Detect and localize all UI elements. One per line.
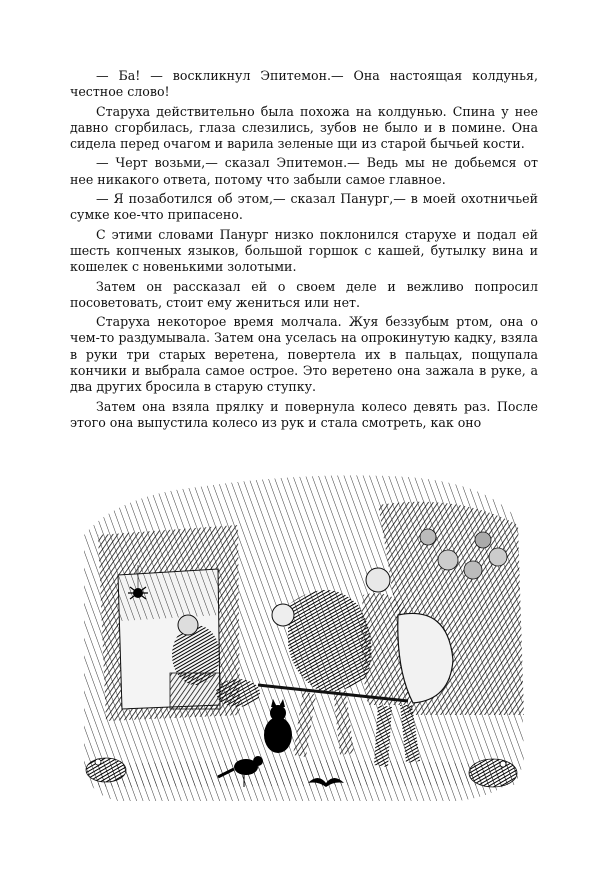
paragraph: — Ба! — воскликнул Эпитемон.— Она настоящая колдунья, честное слово!	[70, 68, 538, 100]
paragraph: Старуха некоторое время молчала. Жуя беззубым ртом, она о чем-то раздумывала. Затем она уселась на опрокинутую кадку, взяла в руки три старых веретена, повертела их в пальцах, пощупала кончики и выбрала самое острое. Это веретено она зажала в руке, а два других бросила в старую ступку.	[70, 314, 538, 395]
paragraph: — Я позаботился об этом,— сказал Панург,— в моей охотничьей сумке кое-что припасено.	[70, 191, 538, 223]
paragraph: С этими словами Панург низко поклонился старухе и подал ей шесть копченых языков, большой горшок с кашей, бутылку вина и кошелек с новенькими золотыми.	[70, 226, 538, 275]
toad-left-icon	[86, 758, 126, 782]
paragraph: Затем он рассказал ей о своем деле и вежливо попросил посоветовать, стоит ему жениться или нет.	[70, 278, 538, 310]
toad-right-icon	[469, 759, 517, 787]
cauldron	[216, 679, 260, 707]
hearth-inner-shadow	[118, 569, 220, 621]
body-text	[70, 68, 538, 434]
paragraph: Старуха действительно была похожа на колдунью. Спина у нее давно сгорбилась, глаза слезились, зубов не было и в помине. Она сидела перед очагом и варила зеленые щи из старой бычьей кости.	[70, 103, 538, 152]
paragraph: — Черт возьми,— сказал Эпитемон.— Ведь мы не добьемся от нее никакого ответа, потому что забыли самое главное.	[70, 155, 538, 187]
paragraph: Затем она взяла прялку и повернула колесо девять раз. После этого она выпустила колесо из рук и стала смотреть, как оно	[70, 398, 538, 430]
engraving-illustration	[78, 465, 530, 805]
engraving-svg	[78, 465, 530, 805]
floor	[98, 760, 518, 787]
